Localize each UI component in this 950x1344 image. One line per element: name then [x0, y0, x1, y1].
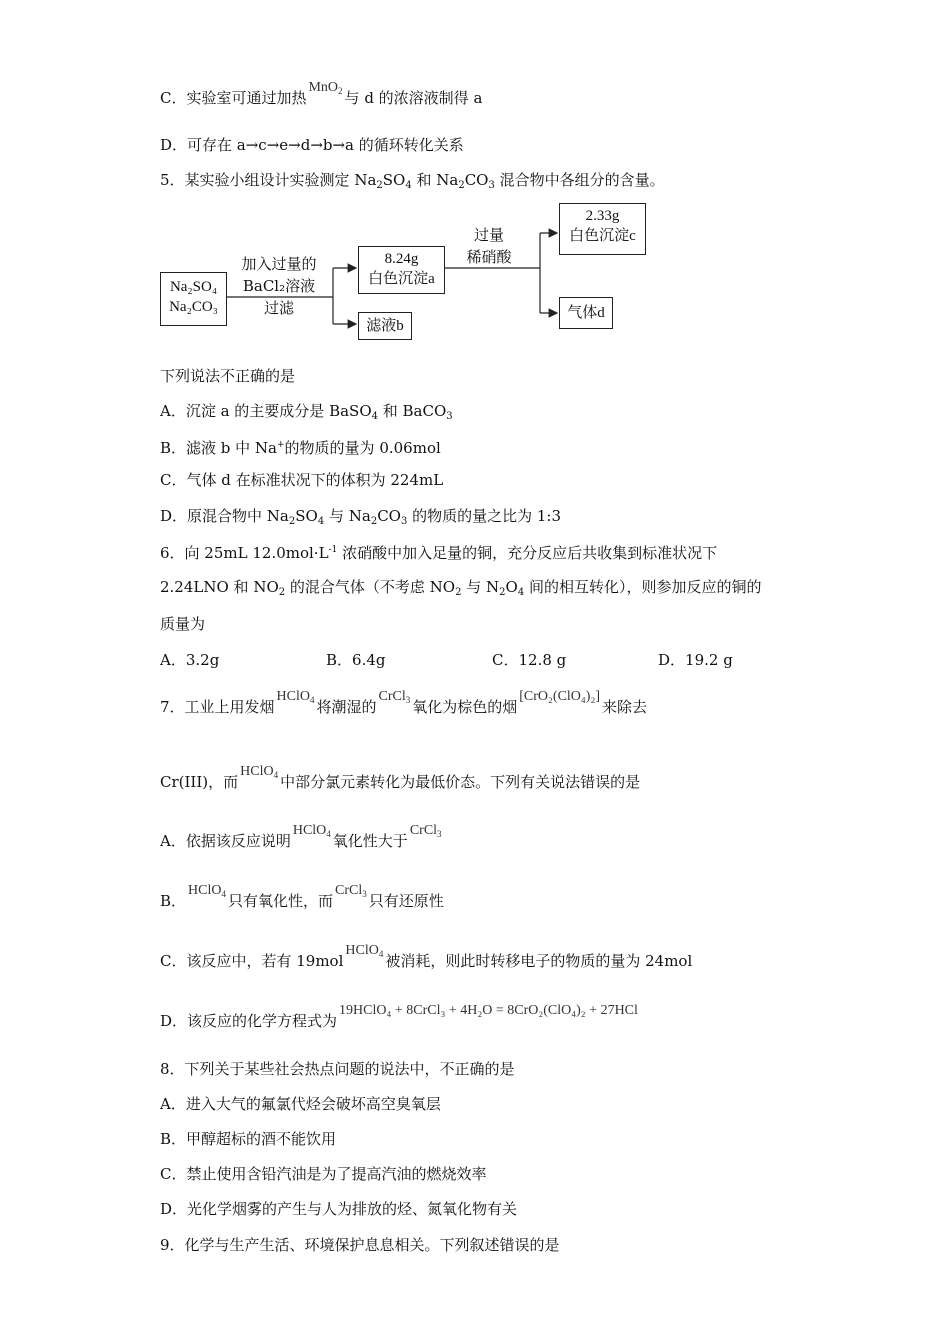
precipitate-c-box: 2.33g 白色沉淀c: [559, 203, 646, 255]
hclo4-formula: HClO$_4$: [345, 943, 384, 959]
hclo4-formula: HClO$_4$: [276, 689, 315, 705]
q8-option-b: B．甲醇超标的酒不能饮用: [160, 1130, 337, 1148]
q4-option-d: D．可存在 a→c→e→d→b→a 的循环转化关系: [160, 136, 464, 154]
q6-option-a: A．3.2g: [160, 651, 220, 669]
q8-option-c: C．禁止使用含铅汽油是为了提高汽油的燃烧效率: [160, 1165, 487, 1183]
hclo4-formula: HClO$_4$: [188, 883, 226, 899]
q6-option-d: D．19.2 g: [658, 651, 733, 669]
q7-option-c: C．该反应中，若有 19molHClO$_4$ 被消耗，则此时转移电子的物质的量为 24mol: [160, 943, 693, 970]
q7-option-a: A．依据该反应说明HClO$_4$ 氧化性大于CrCl$_3$: [160, 823, 442, 850]
start-mixture-box: Na₂SO₄ Na₂CO₃: [160, 272, 227, 326]
q5-stem: 5．某实验小组设计实验测定 $Na_2SO_4$ 和 $Na_2CO_3$ 混合物中各组分的含量。: [160, 171, 665, 191]
q4-option-c: C．实验室可通过加热MnO$_2$ 与 d 的浓溶液制得 a: [160, 80, 483, 107]
step2-label: 过量 稀硝酸: [466, 226, 512, 266]
q5-option-b: B．滤液 b 中 Na+的物质的量为 0.06mol: [160, 439, 441, 457]
hclo4-formula: HClO$_4$: [292, 823, 331, 839]
q6-stem-line1: 6．向 25mL $12.0mol\cdot L^{-1}$ 浓硝酸中加入足量的铜，充分反应后共收集到标准状况下: [160, 544, 718, 562]
product-formula: [CrO₂(ClO₄)₂]: [519, 689, 601, 704]
crcl3-formula: CrCl$_3$: [409, 823, 442, 839]
q5-question: 下列说法不正确的是: [160, 367, 296, 385]
q7-option-d: D．该反应的化学方程式为19HClO₄ + 8CrCl₃ + 4H₂O = 8CrO₂(ClO₄)₂ + 27HCl: [160, 1003, 638, 1030]
q6-stem-line3: 质量为: [160, 615, 206, 633]
q7-stem-line1: 7．工业上用发烟HClO$_4$ 将潮湿的CrCl$_3$ 氧化为棕色的烟[CrO₂(ClO₄)₂]来除去: [160, 689, 648, 716]
q6-option-c: C．12.8 g: [492, 651, 567, 669]
q6-stem-line2: 2.24LNO 和 $NO_2$ 的混合气体（不考虑 $NO_2$ 与 $N_2O_4$ 间的相互转化），则参加反应的铜的: [160, 578, 762, 598]
hclo4-formula: HClO$_4$: [240, 764, 279, 780]
q5-option-c: C．气体 d 在标准状况下的体积为 224mL: [160, 471, 444, 489]
q8-option-d: D．光化学烟雾的产生与人为排放的烃、氮氧化物有关: [160, 1200, 518, 1218]
mno2-formula: MnO$_2$: [308, 80, 343, 96]
q9-stem: 9．化学与生产生活、环境保护息息相关。下列叙述错误的是: [160, 1236, 560, 1254]
q5-option-d: D．原混合物中 $Na_2SO_4$ 与 $Na_2CO_3$ 的物质的量之比为 1:3: [160, 507, 562, 527]
q8-option-a: A．进入大气的氟氯代烃会破坏高空臭氧层: [160, 1095, 441, 1113]
q6-options: [160, 650, 824, 670]
precipitate-a-box: 8.24g 白色沉淀a: [358, 246, 445, 294]
gas-d-box: 气体d: [559, 297, 613, 329]
q6-option-b: B．6.4g: [326, 651, 386, 669]
crcl3-formula: CrCl$_3$: [335, 883, 367, 899]
filtrate-b-box: 滤液b: [358, 312, 412, 340]
q7-option-b: B．HClO$_4$ 只有氧化性，而CrCl$_3$ 只有还原性: [160, 883, 444, 910]
flow-diagram-arrows: [0, 0, 950, 360]
crcl3-formula: CrCl$_3$: [378, 689, 411, 705]
step1-label: 加入过量的 BaCl₂溶液 过滤: [241, 255, 317, 317]
q7-stem-line2: Cr(III)，而HClO$_4$ 中部分氯元素转化为最低价态。下列有关说法错误的是: [160, 764, 641, 791]
reaction-equation: 19HClO₄ + 8CrCl₃ + 4H₂O = 8CrO₂(ClO₄)₂ + 27HCl: [339, 1003, 638, 1018]
q5-option-a: A．沉淀 a 的主要成分是 BaSO$_4$ 和 BaCO$_3$: [160, 402, 453, 422]
q8-stem: 8．下列关于某些社会热点问题的说法中，不正确的是: [160, 1060, 515, 1078]
